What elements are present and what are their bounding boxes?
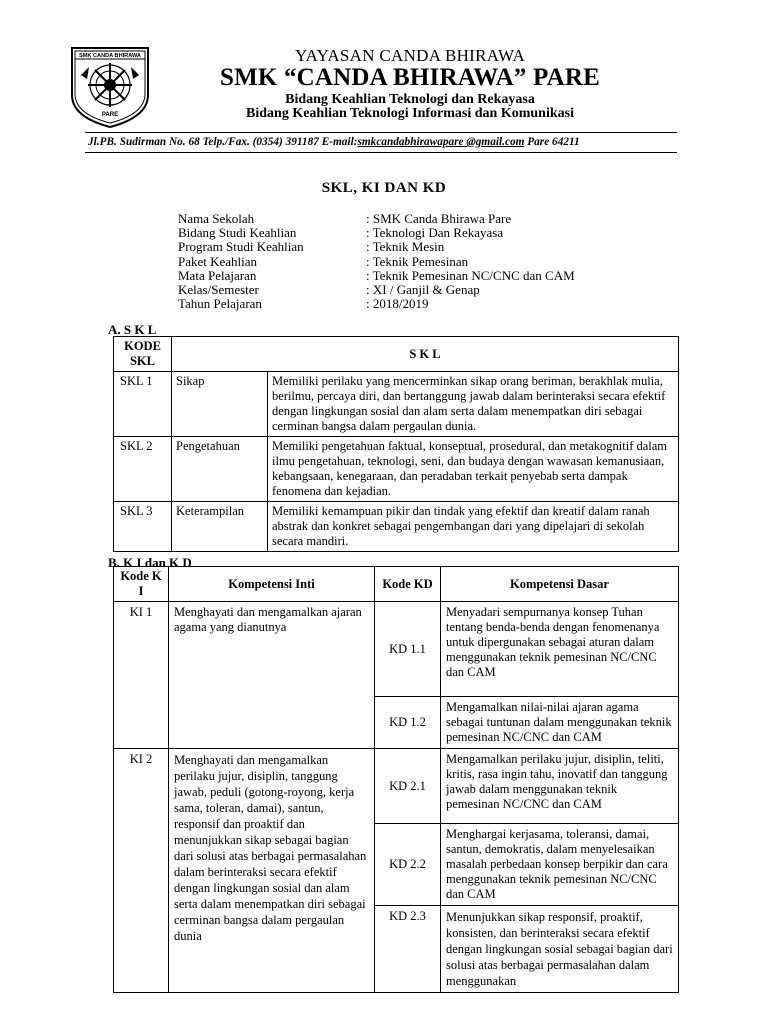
ki-code: KI 1: [114, 602, 169, 749]
skl-code: SKL 1: [114, 372, 172, 437]
table-row: [114, 372, 679, 437]
info-label: Tahun Pelajaran: [178, 296, 262, 312]
kd-code: KD 2.1: [375, 749, 441, 824]
info-row: [178, 255, 575, 269]
info-label: Paket Keahlian: [178, 253, 258, 269]
info-row: [178, 297, 575, 311]
header-kode-kd: Kode KD: [375, 567, 441, 602]
info-value: : 2018/2019: [366, 296, 429, 312]
kd-description: Menyadari sempurnanya konsep Tuhan tentang benda-benda dengan fenomenanya untuk dipergunakan sebagai aturan dalam menggunakan teknik pemesinan NC/CNC dan CAM: [441, 602, 679, 697]
skl-code: SKL 2: [114, 437, 172, 502]
ki-code: KI 2: [114, 749, 169, 993]
skl-description: Memiliki perilaku yang mencerminkan sikap orang beriman, berakhlak mulia, berilmu, percaya diri, dan bertanggung jawab dalam berinteraksi secara efektif dengan lingkungan sosial dan alam serta dalam menempatkan diri sebagai cerminan bangsa dalam pergaulan dunia.: [268, 372, 679, 437]
info-label: Kelas/Semester: [178, 282, 259, 298]
info-value: : Teknik Pemesinan NC/CNC dan CAM: [366, 267, 575, 283]
info-row: [178, 283, 575, 297]
info-label: Nama Sekolah: [178, 211, 255, 226]
header-skl: S K L: [172, 337, 679, 372]
info-row: [178, 269, 575, 283]
skl-description: Memiliki pengetahuan faktual, konseptual, prosedural, dan metakognitif dalam ilmu pengetahuan, teknologi, seni, dan budaya dengan wawasan kemanusiaan, kebangsaan, kenegaraan, dan peradaban terkait penyebab serta dampak fenomena dan kejadian.: [268, 437, 679, 502]
info-value: : Teknik Pemesinan: [366, 253, 469, 269]
info-value: : Teknologi Dan Rekayasa: [366, 225, 504, 241]
table-row: [114, 602, 679, 697]
info-label: Mata Pelajaran: [178, 267, 257, 283]
svg-text:PARE: PARE: [101, 112, 119, 118]
header-kompetensi-inti: Kompetensi Inti: [169, 567, 375, 602]
foundation-name: YAYASAN CANDA BHIRAWA: [294, 46, 526, 65]
skl-table: [113, 336, 679, 552]
header-kode-skl: KODE SKL: [114, 337, 172, 372]
info-row: [178, 240, 575, 254]
skl-description: Memiliki kemampuan pikir dan tindak yang efektif dan kreatif dalam ranah abstrak dan konkret sebagai pengembangan dari yang dipelajari di sekolah secara mandiri.: [268, 502, 679, 552]
section-a-heading: A. S K L: [108, 322, 157, 337]
info-row: [178, 212, 575, 226]
kd-code: KD 2.3: [375, 906, 441, 993]
info-value: : SMK Canda Bhirawa Pare: [366, 211, 512, 226]
email-link[interactable]: smkcandabhirawapare @gmail.com: [357, 136, 525, 148]
table-header-row: [114, 567, 679, 602]
address-rule: [85, 152, 677, 153]
ki-description: Menghayati dan mengamalkan ajaran agama yang dianutnya: [169, 602, 375, 749]
address-line: [88, 136, 680, 148]
table-row: [114, 437, 679, 502]
skl-aspect: Sikap: [172, 372, 268, 437]
header-rule: [85, 132, 677, 133]
kd-description: Menunjukkan sikap responsif, proaktif, konsisten, dan berinteraksi secara efektif dengan lingkungan sosial sebagai bagian dari solusi atas berbagai permasalahan dalam menggunakan: [441, 906, 679, 993]
address-text: Jl.PB. Sudirman No. 68 Telp./Fax. (0354) 391187 E-mail:: [88, 136, 358, 148]
table-row: [114, 502, 679, 552]
info-value: : Teknik Mesin: [366, 239, 445, 255]
skl-aspect: Keterampilan: [172, 502, 268, 552]
info-value: : XI / Ganjil & Genap: [366, 282, 480, 298]
header-kode-ki: Kode K I: [114, 567, 169, 602]
kd-code: KD 2.2: [375, 824, 441, 906]
info-label: Bidang Studi Keahlian: [178, 225, 297, 241]
document-title: SKL, KI DAN KD: [321, 180, 447, 196]
field-line-2: Bidang Keahlian Teknologi Informasi dan Komunikasi: [246, 106, 574, 121]
section-b-heading: B. K I dan K D: [108, 555, 192, 570]
header-kompetensi-dasar: Kompetensi Dasar: [441, 567, 679, 602]
field-line-1: Bidang Keahlian Teknologi dan Rekayasa: [285, 92, 535, 107]
svg-text:SMK CANDA BHIRAWA: SMK CANDA BHIRAWA: [79, 53, 141, 59]
info-row: [178, 226, 575, 240]
info-label: Program Studi Keahlian: [178, 239, 304, 255]
school-name: SMK “CANDA BHIRAWA” PARE: [219, 64, 601, 91]
skl-code: SKL 3: [114, 502, 172, 552]
kd-description: Mengamalkan perilaku jujur, disiplin, teliti, kritis, rasa ingin tahu, inovatif dan tanggung jawab dalam menggunakan teknik pemesinan NC/CNC dan CAM: [441, 749, 679, 824]
skl-aspect: Pengetahuan: [172, 437, 268, 502]
table-header-row: [114, 337, 679, 372]
kd-code: KD 1.1: [375, 602, 441, 697]
kd-description: Menghargai kerjasama, toleransi, damai, santun, demokratis, dalam menyelesaikan masalah perbedaan konsep berpikir dan cara menggunakan teknik pemesinan NC/CNC dan CAM: [441, 824, 679, 906]
table-row: [114, 749, 679, 824]
kd-code: KD 1.2: [375, 697, 441, 749]
postal-code: Pare 64211: [524, 136, 580, 148]
ki-description: Menghayati dan mengamalkan perilaku jujur, disiplin, tanggung jawab, peduli (gotong-royong, kerja sama, toleran, damai), santun, responsif dan proaktif dan menunjukkan sikap sebagai bagian dari solusi atas berbagai permasalahan dalam berinteraksi secara efektif dengan lingkungan sosial dan alam serta dalam menempatkan diri sebagai cerminan bangsa dalam pergaulan dunia: [169, 749, 375, 993]
ki-kd-table: [113, 566, 679, 993]
info-block: [178, 212, 575, 311]
kd-description: Mengamalkan nilai-nilai ajaran agama sebagai tuntunan dalam menggunakan teknik pemesinan NC/CNC dan CAM: [441, 697, 679, 749]
